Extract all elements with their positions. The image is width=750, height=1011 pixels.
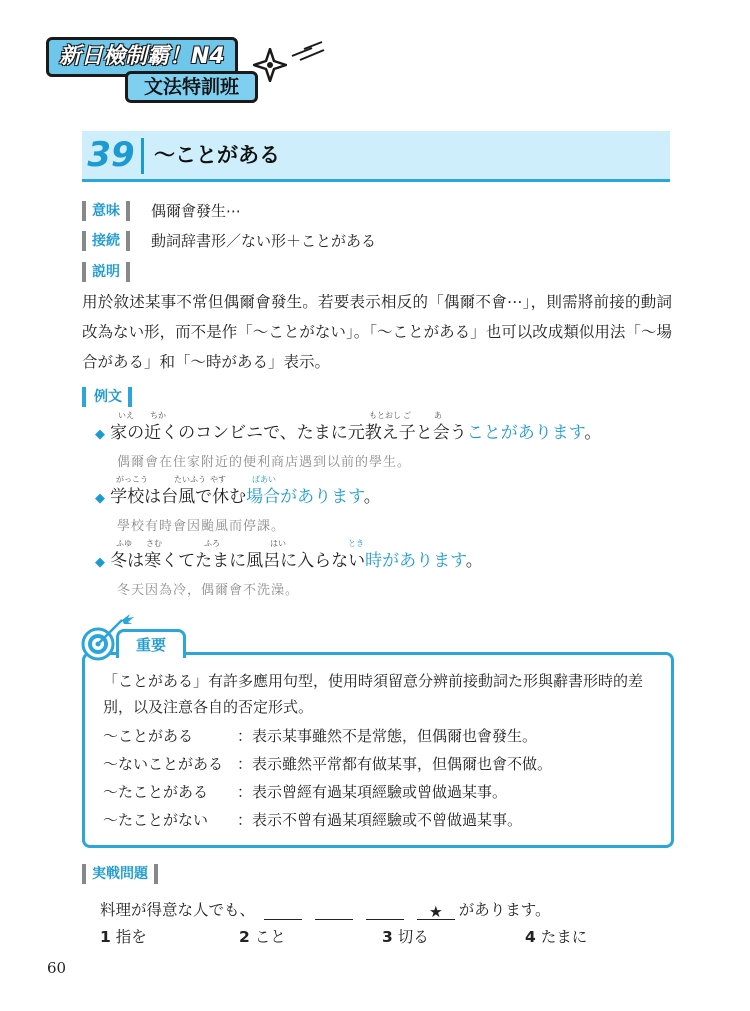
option-1[interactable] bbox=[100, 925, 147, 947]
important-row bbox=[103, 751, 552, 777]
answer-blank[interactable] bbox=[366, 903, 404, 920]
option-number: 2 bbox=[239, 928, 250, 946]
lesson-title: 〜ことがある bbox=[154, 143, 280, 167]
ruby: ふろ bbox=[204, 539, 220, 548]
diamond-bullet-icon: ◆ bbox=[95, 491, 105, 506]
option-text: こと bbox=[254, 928, 286, 946]
pattern-meaning: ：表示某事雖然不是常態，但偶爾也會發生。 bbox=[237, 727, 538, 745]
example-2-translation: 學校有時會因颱風而停課。 bbox=[117, 519, 286, 534]
important-row bbox=[103, 779, 507, 805]
connection-text: 動詞辞書形／ない形＋ことがある bbox=[151, 232, 377, 250]
example-1-translation: 偶爾會在住家附近的便利商店遇到以前的學生。 bbox=[117, 455, 412, 470]
answer-blank[interactable] bbox=[264, 903, 302, 920]
pattern-meaning: ：表示不曾有過某項經驗或不曾做過某事。 bbox=[237, 811, 523, 829]
examples-label: 例文 bbox=[82, 387, 132, 407]
pattern-meaning: ：表示雖然平常都有做某事，但偶爾也會不做。 bbox=[237, 755, 553, 773]
practice-question bbox=[100, 898, 551, 920]
question-text: 料理が得意な人でも、 bbox=[100, 901, 256, 919]
example-3 bbox=[95, 546, 483, 571]
ruby: ちか bbox=[150, 411, 166, 420]
ruby: ふゆ bbox=[116, 539, 132, 548]
example-end: 。 bbox=[363, 487, 381, 507]
important-intro: 「ことがある」有許多應用句型，使用時須留意分辨前接動詞た形與辭書形時的差別，以及注意各自的否定形式。 bbox=[103, 672, 644, 716]
option-number: 1 bbox=[100, 928, 111, 946]
option-4[interactable] bbox=[525, 925, 587, 947]
divider bbox=[141, 138, 144, 174]
important-label: 重要 bbox=[116, 629, 186, 658]
option-text: 切る bbox=[397, 928, 429, 946]
explanation-text: 用於敘述某事不常但偶爾會發生。若要表示相反的「偶爾不會⋯」，則需將前接的動詞改為ない形，而不是作「〜ことがない」。「〜ことがある」也可以改成類似用法「〜場合がある」和「〜時がある」表示。 bbox=[82, 293, 672, 371]
series-title-badge: 新日檢制霸！N4 bbox=[46, 37, 238, 77]
shuriken-icon bbox=[253, 48, 287, 82]
connection-label: 接続 bbox=[82, 231, 130, 251]
ruby: いえ bbox=[118, 411, 134, 420]
subtitle-badge: 文法特訓班 bbox=[125, 71, 258, 103]
ruby: とき bbox=[348, 539, 364, 548]
target-icon bbox=[78, 612, 136, 662]
meaning-label: 意味 bbox=[82, 201, 130, 221]
important-row bbox=[103, 723, 537, 749]
question-end: があります。 bbox=[458, 901, 551, 919]
pattern: 〜たことがない bbox=[103, 811, 209, 829]
example-highlight: ことがあります bbox=[466, 423, 585, 443]
ruby: ばあい bbox=[252, 475, 276, 484]
ruby: ご bbox=[403, 411, 411, 420]
star-icon: ★ bbox=[428, 903, 443, 921]
page-number: 60 bbox=[47, 959, 67, 977]
pattern-meaning: ：表示曾經有過某項經驗或曾做過某事。 bbox=[237, 783, 508, 801]
example-1 bbox=[95, 418, 601, 443]
example-3-translation: 冬天因為冷，偶爾會不洗澡。 bbox=[117, 583, 300, 598]
important-row bbox=[103, 807, 522, 833]
meaning-text: 偶爾會發生⋯ bbox=[151, 202, 242, 220]
example-sentence: 冬は寒くてたまに風呂に入らない bbox=[110, 551, 366, 571]
explanation-label: 説明 bbox=[82, 262, 130, 282]
ruby: あ bbox=[434, 411, 442, 420]
option-3[interactable] bbox=[382, 925, 429, 947]
answer-blank[interactable] bbox=[315, 903, 353, 920]
ruby: やす bbox=[210, 475, 226, 484]
example-sentence: 家の近くのコンビニで、たまに元教え子と会う bbox=[110, 423, 467, 443]
pattern: 〜ないことがある bbox=[103, 755, 224, 773]
pattern: 〜ことがある bbox=[103, 727, 194, 745]
ruby: もとおし bbox=[369, 411, 401, 420]
ruby: はい bbox=[270, 539, 286, 548]
example-2 bbox=[95, 482, 381, 507]
diamond-bullet-icon: ◆ bbox=[95, 427, 105, 442]
example-sentence: 学校は台風で休む bbox=[110, 487, 247, 507]
ruby: さむ bbox=[146, 539, 162, 548]
option-number: 3 bbox=[382, 928, 393, 946]
option-2[interactable] bbox=[239, 925, 286, 947]
option-text: 指を bbox=[115, 928, 147, 946]
example-end: 。 bbox=[465, 551, 483, 571]
star-blank[interactable] bbox=[417, 903, 455, 920]
speed-lines-icon bbox=[288, 40, 328, 64]
ruby: がっこう bbox=[116, 475, 148, 484]
pattern: 〜たことがある bbox=[103, 783, 209, 801]
lesson-number: 39 bbox=[87, 135, 135, 175]
example-highlight: 時があります bbox=[365, 551, 466, 571]
option-number: 4 bbox=[525, 928, 536, 946]
practice-label: 実戦問題 bbox=[82, 864, 158, 884]
example-highlight: 場合があります bbox=[246, 487, 364, 507]
example-end: 。 bbox=[584, 423, 602, 443]
ruby: たいふう bbox=[174, 475, 206, 484]
diamond-bullet-icon: ◆ bbox=[95, 555, 105, 570]
option-text: たまに bbox=[540, 928, 588, 946]
